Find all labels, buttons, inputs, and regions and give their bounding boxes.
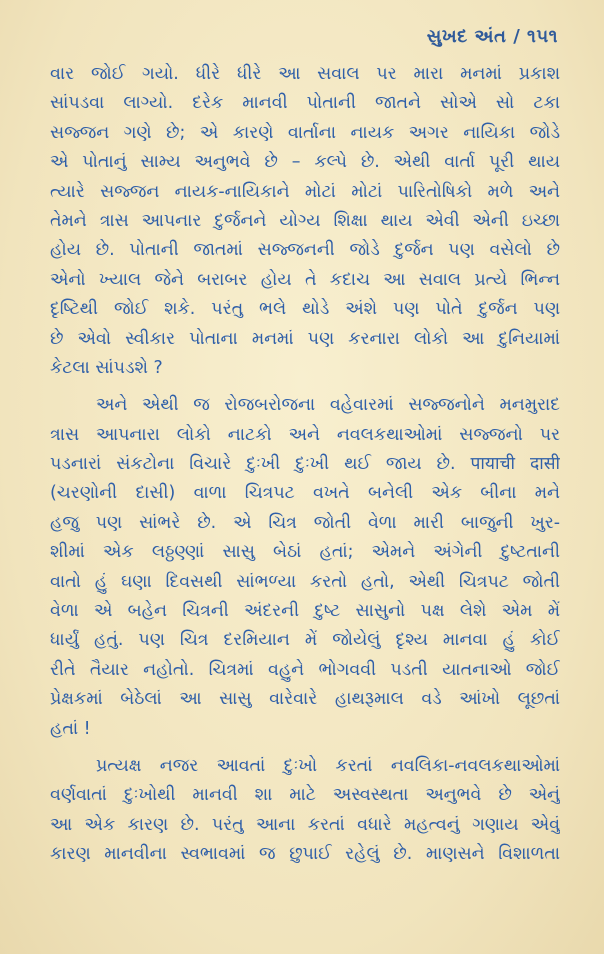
text-line: ત્રાસ આપનારા લોકો નાટકો અને નવલકથાઓમાં સજ્જનો પર — [50, 424, 560, 445]
text-line: આ એક કારણ છે. પરંતુ આના કરતાં વધારે મહત્વનું ગણાય એવું — [50, 814, 560, 835]
text-line: તેમને ત્રાસ આપનાર દુર્જનને યોગ્ય શિક્ષા થાય એવી એની ઇચ્છા — [50, 210, 560, 231]
text-line: દૃષ્ટિથી જોઈ શકે. પરંતુ ભલે થોડે અંશે પણ પોતે દુર્જન પણ — [50, 299, 560, 320]
text-line: હતાં ! — [50, 718, 91, 739]
text-line: ત્યારે સજ્જન નાયક-નાયિકાને મોટાં મોટાં પારિતોષિકો મળે અને — [50, 181, 560, 202]
text-line: વર્ણવાતાં દુઃખોથી માનવી શા માટે અસ્વસ્થતા અનુભવે છે એનું — [50, 785, 560, 806]
text-line: શીમાં એક લઠ્ઠણ્ણાં સાસુ બેઠાં હતાં; એમને અંગેની દુષ્ટતાની — [50, 542, 560, 563]
text-line: પ્રત્યક્ષ નજર આવતાં દુઃખો કરતાં નવલિકા-નવલકથાઓમાં — [96, 755, 560, 776]
text-line: સાંપડવા લાગ્યો. દરેક માનવી પોતાની જાતને સોએ સો ટકા — [50, 93, 560, 114]
text-line: સજ્જન ગણે છે; એ કારણે વાર્તાના નાયક અગર નાયિકા જોડે — [50, 122, 560, 143]
running-head: સુખદ અંત / ૧૫૧ — [426, 26, 558, 47]
text-line: એનો ખ્યાલ જેને બરાબર હોય તે કદાચ આ સવાલ પ્રત્યે ભિન્ન — [50, 269, 560, 290]
text-line: ધાર્યું હતું. પણ ચિત્ર દરમિયાન મેં જોયેલું દૃશ્ય માનવા હું કોઈ — [50, 630, 560, 651]
text-line: કારણ માનવીના સ્વભાવમાં જ છુપાઈ રહેલું છે. માણસને વિશાળતા — [50, 844, 560, 865]
body-text — [50, 60, 560, 870]
paragraph-1 — [50, 60, 560, 383]
text-line: એ પોતાનું સામ્ય અનુભવે છે – કલ્પે છે. એથી વાર્તા પૂરી થાય — [50, 152, 560, 173]
text-line: અને એથી જ રોજબરોજના વહેવારમાં સજ્જનોને મનમુરાદ — [96, 395, 560, 416]
text-line: (ચરણોની દાસી) વાળા ચિત્રપટ વખતે બનેલી એક બીના મને — [50, 483, 560, 504]
text-line: વાતો હું ઘણા દિવસથી સાંભળ્યા કરતો હતો, એથી ચિત્રપટ જોતી — [50, 571, 560, 592]
text-line: વેળા એ બહેન ચિત્રની અંદરની દુષ્ટ સાસુનો પક્ષ લેશે એમ મેં — [50, 601, 560, 622]
text-line: હોય છે. પોતાની જાતમાં સજ્જનની જોડે દુર્જન પણ વસેલો છે — [50, 240, 560, 261]
text-line: કેટલા સાંપડશે ? — [50, 357, 163, 378]
text-line: રીતે તૈયાર નહોતો. ચિત્રમાં વહુને ભોગવવી પડતી યાતનાઓ જોઈ — [50, 659, 560, 680]
paragraph-2 — [50, 391, 560, 744]
text-line: પ્રેક્ષકમાં બેઠેલાં આ સાસુ વારેવારે હાથરૂમાલ વડે આંખો લૂછતાં — [50, 689, 560, 710]
text-line: વાર જોઈ ગયો. ધીરે ધીરે આ સવાલ પર મારા મનમાં પ્રકાશ — [50, 64, 560, 84]
text-line: હજુ પણ સાંભરે છે. એ ચિત્ર જોતી વેળા મારી બાજુની ખુર- — [50, 512, 560, 533]
text-line: પડનારાં સંકટોના વિચારે દુઃખી દુઃખી થઈ જાય છે. पायाची दासी — [50, 454, 560, 475]
text-line: છે એવો સ્વીકાર પોતાના મનમાં પણ કરનારા લોકો આ દુનિયામાં — [50, 328, 560, 349]
paragraph-3 — [50, 752, 560, 870]
